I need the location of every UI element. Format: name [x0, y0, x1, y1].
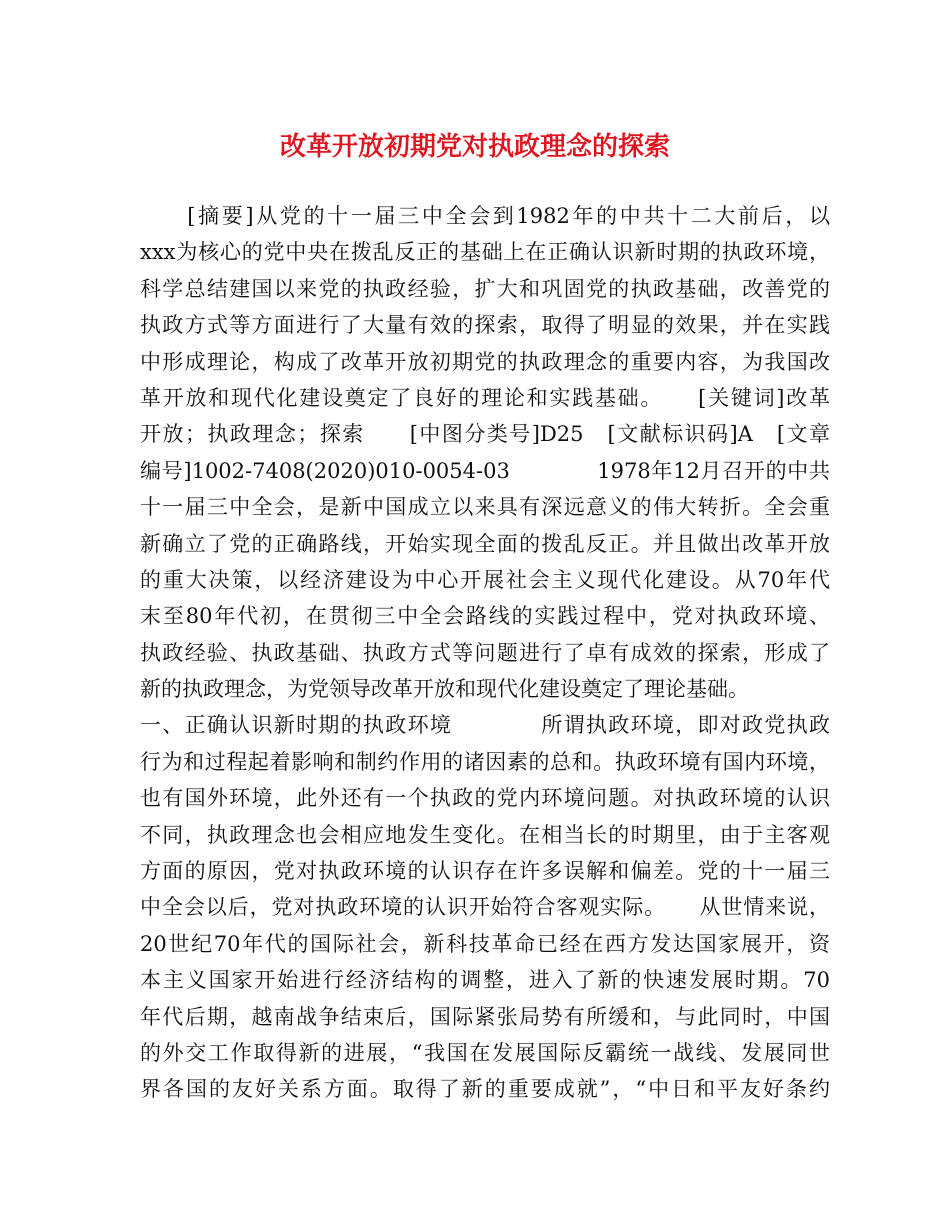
body-line: 执政经验、执政基础、执政方式等问题进行了卓有成效的探索，形成了 [140, 640, 830, 665]
body-line: 方面的原因，党对执政环境的认识存在许多误解和偏差。党的十一届三 [140, 859, 830, 884]
body-line: 界各国的友好关系方面。取得了新的重要成就”，“中日和平友好条约 [140, 1077, 830, 1102]
body-line: 十一届三中全会，是新中国成立以来具有深远意义的伟大转折。全会重 [140, 495, 830, 520]
body-line: 开放；执政理念；探索 [中图分类号]D25 [文献标识码]A [文章 [140, 422, 830, 447]
document-title: 改革开放初期党对执政理念的探索 [279, 132, 670, 162]
body-line: 本主义国家开始进行经济结构的调整，进入了新的快速发展时期。70 [140, 968, 830, 993]
body-line: 行为和过程起着影响和制约作用的诸因素的总和。执政环境有国内环境， [140, 749, 830, 774]
body-line: xxx为核心的党中央在拨乱反正的基础上在正确认识新时期的执政环境， [140, 240, 830, 265]
body-line: 的外交工作取得新的进展，“我国在发展国际反霸统一战线、发展同世 [140, 1040, 830, 1065]
body-line: 中形成理论，构成了改革开放初期党的执政理念的重要内容，为我国改 [140, 349, 830, 374]
body-line: 革开放和现代化建设奠定了良好的理论和实践基础。 [关键词]改革 [140, 385, 830, 410]
body-line: 中全会以后，党对执政环境的认识开始符合客观实际。 从世情来说， [140, 895, 830, 920]
body-line: 一、正确认识新时期的执政环境 所谓执政环境，即对政党执政 [140, 713, 830, 738]
body-line: 年代后期，越南战争结束后，国际紧张局势有所缓和，与此同时，中国 [140, 1004, 830, 1029]
body-line: 不同，执政理念也会相应地发生变化。在相当长的时期里，由于主客观 [140, 822, 830, 847]
document-body [140, 198, 830, 1108]
body-line: [摘要]从党的十一届三中全会到1982年的中共十二大前后，以 [140, 204, 830, 228]
body-line: 科学总结建国以来党的执政经验，扩大和巩固党的执政基础，改善党的 [140, 276, 830, 301]
body-line: 执政方式等方面进行了大量有效的探索，取得了明显的效果，并在实践 [140, 313, 830, 338]
body-line: 新确立了党的正确路线，开始实现全面的拨乱反正。并且做出改革开放 [140, 531, 830, 556]
body-line: 末至80年代初，在贯彻三中全会路线的实践过程中，党对执政环境、 [140, 604, 830, 629]
body-line: 新的执政理念，为党领导改革开放和现代化建设奠定了理论基础。 [140, 677, 749, 702]
body-line: 的重大决策，以经济建设为中心开展社会主义现代化建设。从70年代 [140, 567, 830, 592]
body-line: 也有国外环境，此外还有一个执政的党内环境问题。对执政环境的认识 [140, 786, 830, 811]
body-line: 20世纪70年代的国际社会，新科技革命已经在西方发达国家展开，资 [140, 931, 830, 956]
body-line: 编号]1002-7408(2020)010-0054-03 1978年12月召开的中共 [140, 458, 830, 483]
